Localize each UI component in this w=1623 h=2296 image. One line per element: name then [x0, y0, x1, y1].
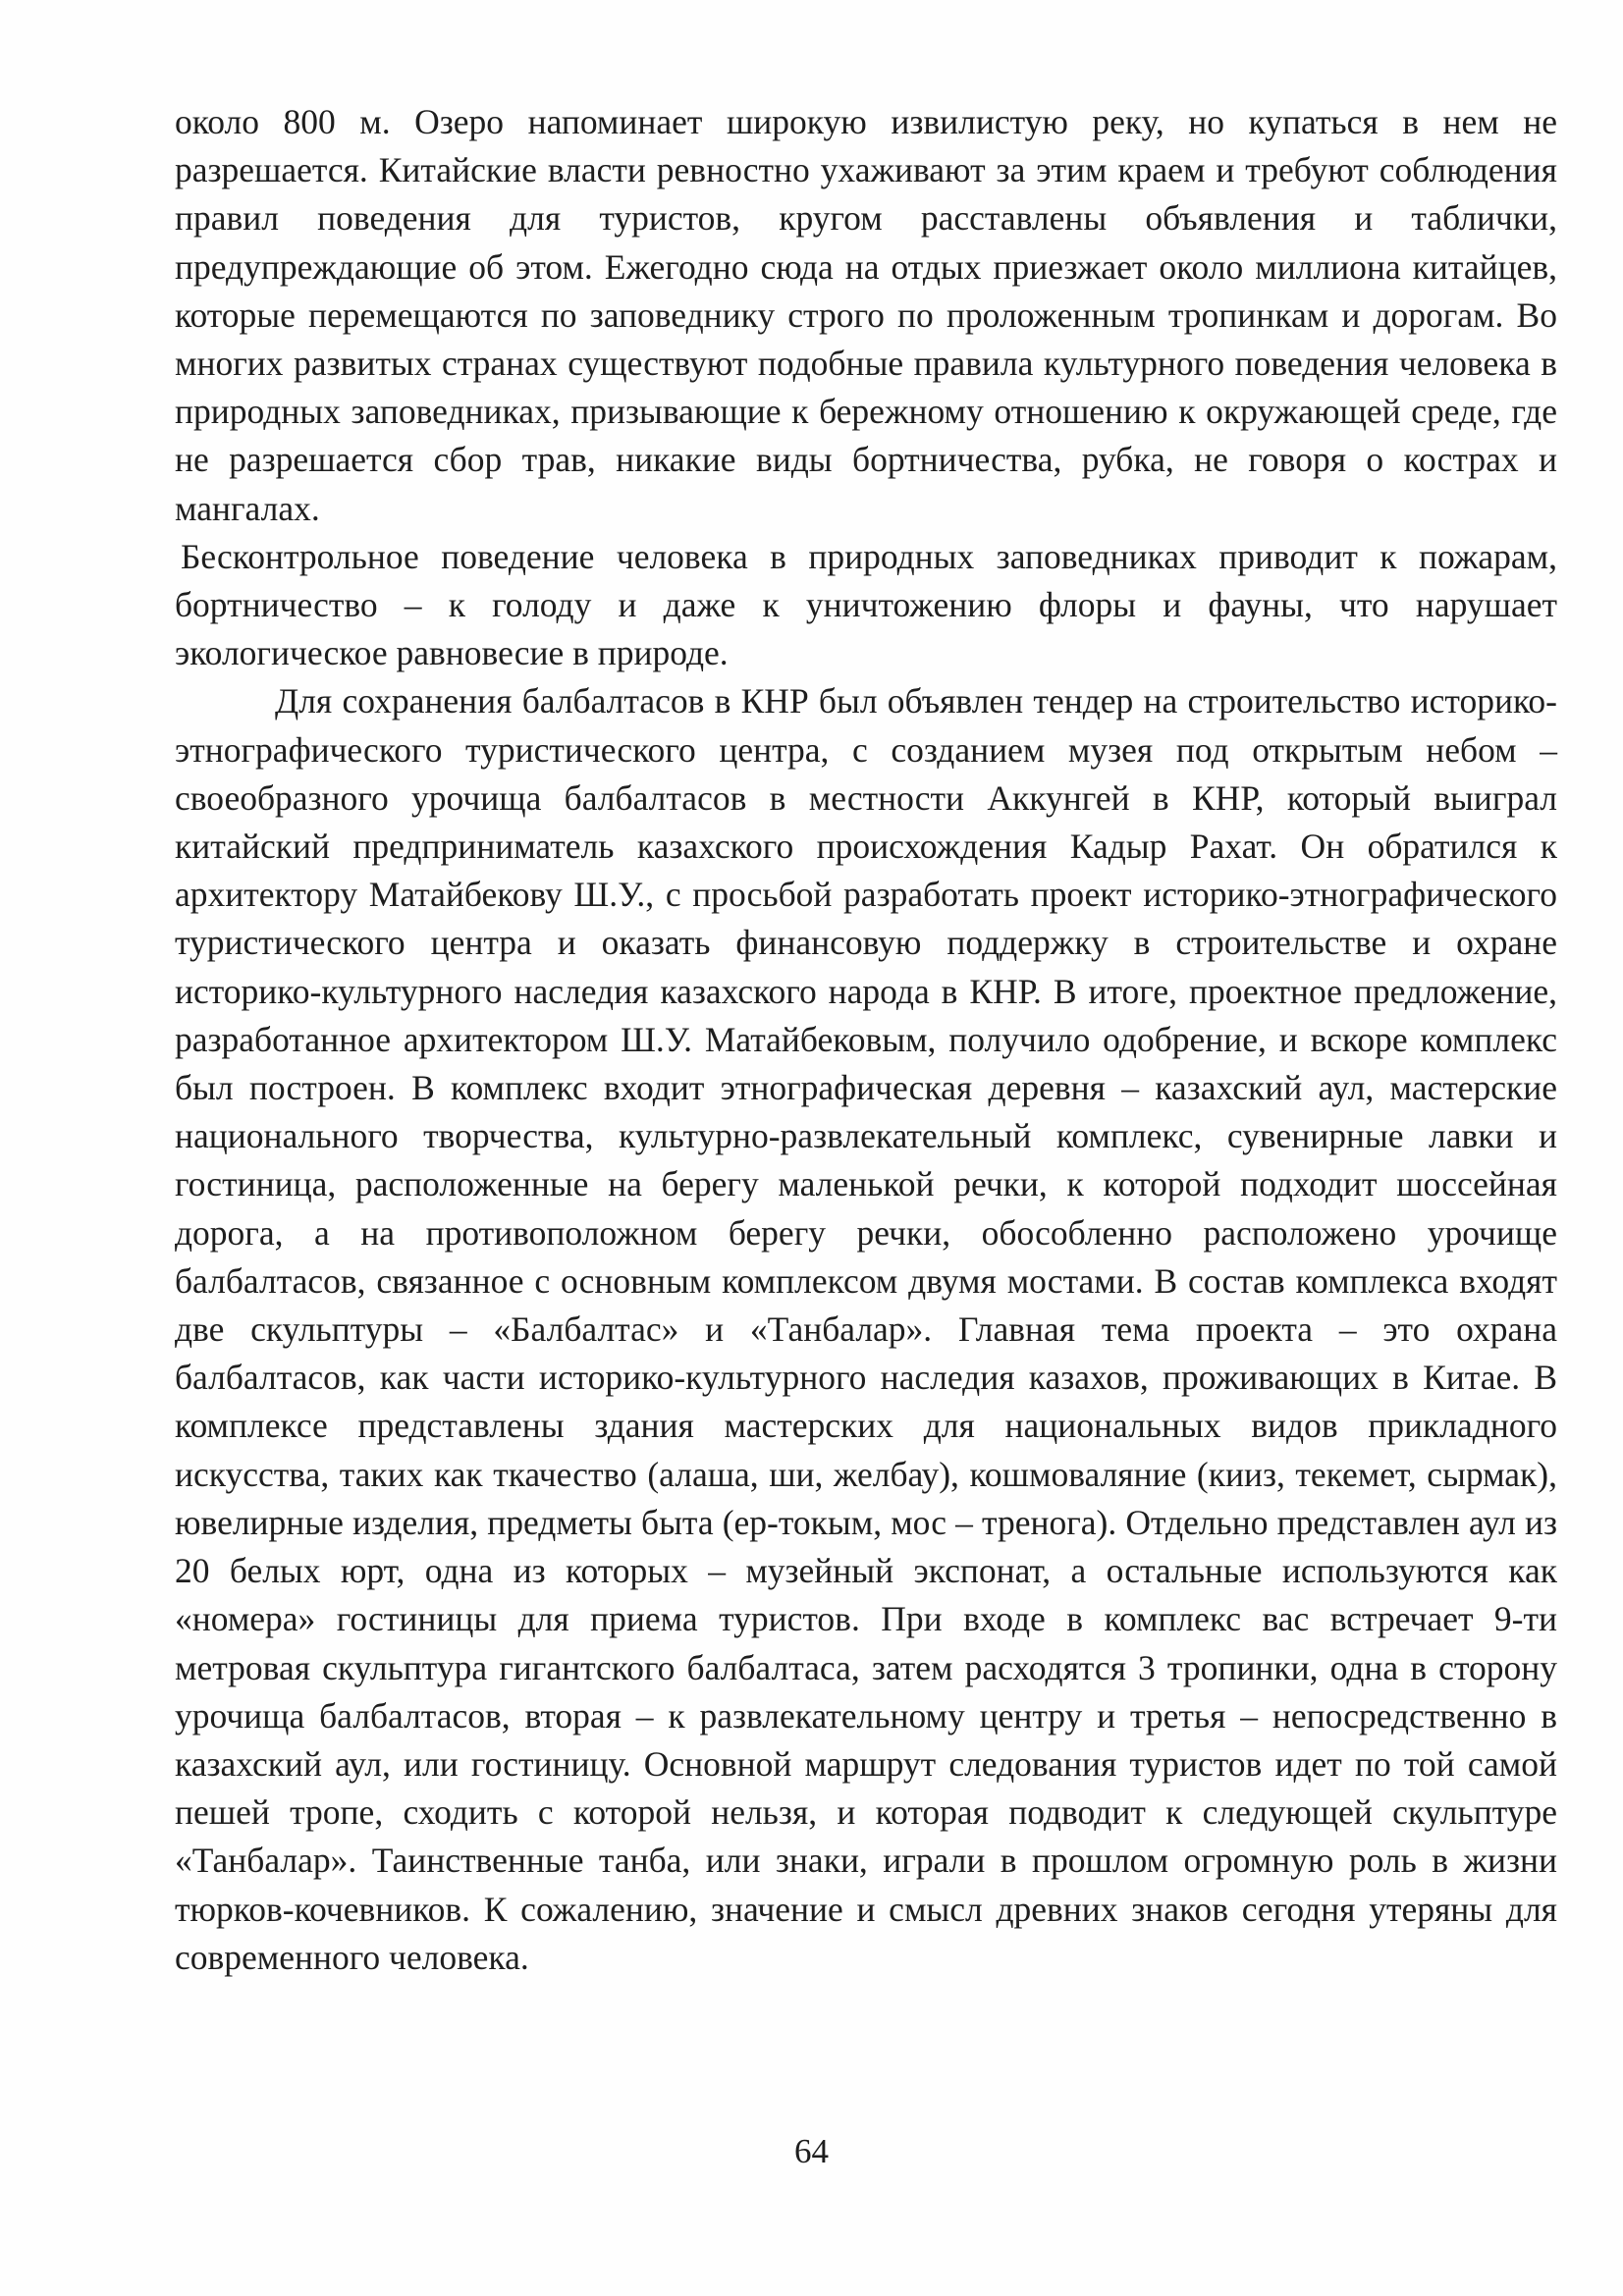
- paragraph-balbaltas-complex: Для сохранения балбалтасов в КНР был объявлен тендер на строительство историко-этнографического туристического центра, с созданием музея под открытым небом – своеобразного урочища балбалтасов в местности Аккунгей в КНР, который выиграл китайский предприниматель казахского происхождения Кадыр Рахат. Он обратился к архитектору Матайбекову Ш.У., с просьбой разработать проект историко-этнографического туристического центра и оказать финансовую поддержку в строительстве и охране историко-культурного наследия казахского народа в КНР. В итоге, проектное предложение, разработанное архитектором Ш.У. Матайбековым, получило одобрение, и вскоре комплекс был построен. В комплекс входит этнографическая деревня – казахский аул, мастерские национального творчества, культурно-развлекательный комплекс, сувенирные лавки и гостиница, расположенные на берегу маленькой речки, к которой подходит шоссейная дорога, а на противоположном берегу речки, обособленно расположено урочище балбалтасов, связанное с основным комплексом двумя мостами. В состав комплекса входят две скульптуры – «Балбалтас» и «Танбалар». Главная тема проекта – это охрана балбалтасов, как части историко-культурного наследия казахов, проживающих в Китае. В комплексе представлены здания мастерских для национальных видов прикладного искусства, таких как ткачество (алаша, ши, желбау), кошмоваляние (кииз, текемет, сырмак), ювелирные изделия, предметы быта (ер-токым, мос – тренога). Отдельно представлен аул из 20 белых юрт, одна из которых – музейный экспонат, а остальные используются как «номера» гостиницы для приема туристов. При входе в комплекс вас встречает 9-ти метровая скульптура гигантского балбалтаса, затем расходятся 3 тропинки, одна в сторону урочища балбалтасов, вторая – к развлекательному центру и третья – непосредственно в казахский аул, или гостиницу. Основной маршрут следования туристов идет по той самой пешей тропе, сходить с которой нельзя, и которая подводит к следующей скульптуре «Танбалар». Таинственные танба, или знаки, играли в прошлом огромную роль в жизни тюрков-кочевников. К сожалению, значение и смысл древних знаков сегодня утеряны для современного человека.: [175, 681, 1557, 1977]
- page-number: 64: [794, 2132, 829, 2170]
- body-text: [175, 98, 1557, 1982]
- paragraph-lake: около 800 м. Озеро напоминает широкую извилистую реку, но купаться в нем не разрешается. Китайские власти ревностно ухаживают за этим краем и требуют соблюдения правил поведения для туристов, кругом расставлены объявления и таблички, предупреждающие об этом. Ежегодно сюда на отдых приезжает около миллиона китайцев, которые перемещаются по заповеднику строго по проложенным тропинкам и дорогам. Во многих развитых странах существуют подобные правила культурного поведения человека в природных заповедниках, призывающие к бережному отношению к окружающей среде, где не разрешается сбор трав, никакие виды бортничества, рубка, не говоря о кострах и мангалах.: [175, 102, 1557, 528]
- paragraph-uncontrolled-behavior: Бесконтрольное поведение человека в природных заповедниках приводит к пожарам, бортничество – к голоду и даже к уничтожению флоры и фауны, что нарушает экологическое равновесие в природе.: [175, 536, 1557, 673]
